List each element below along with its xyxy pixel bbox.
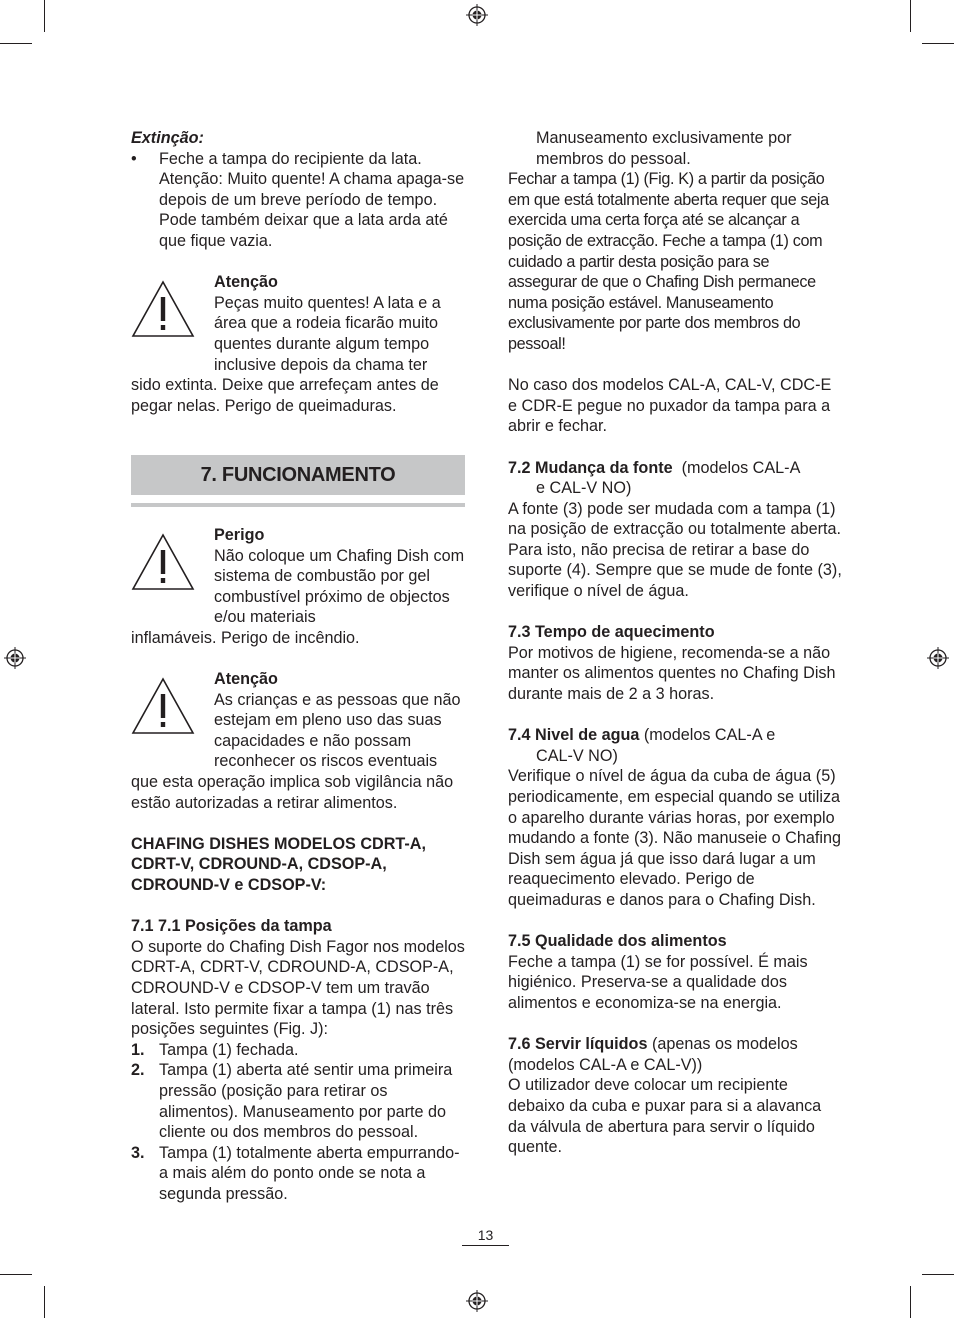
warning-text: Peças muito quentes! A lata e a área que a rodeia ficarão muito quentes durante algum tempo inclusive depois da chama ter [214,293,441,374]
warning-text: As crianças e as pessoas que não estejam em pleno uso das suas capacidades e não possam reconhecer os riscos eventuais [214,690,461,771]
warning-block-2 [131,525,465,649]
crop-mark [922,43,954,44]
list-number: 1. [131,1040,145,1059]
warning-triangle-icon [131,280,195,338]
close-lid-text: Fechar a tampa (1) (Fig. K) a partir da posição em que está totalmente aberta requer que seja exercida uma certa força até se alcançar a posição de extracção. Feche a tampa (1) com cuidado a partir desta posição para se assegurar de que o Chafing Dish permanece numa posição estável. Manuseamento exclusivamente por parte dos membros do pessoal! [508,170,829,353]
cal-models-text: No caso dos modelos CAL-A, CAL-V, CDC-E e CDR-E pegue no puxador da tampa para a abrir e fechar. [508,376,832,436]
section-7-4-models-cont: CAL-V NO) [536,746,618,765]
section-7-3-text: Por motivos de higiene, recomenda-se a não manter os alimentos quentes no Chafing Dish durante mais de 2 a 3 horas. [508,643,836,704]
section-7-6-title: 7.6 Servir líquidos [508,1035,648,1054]
section-7-2-models-cont: e CAL-V NO) [536,479,632,498]
crop-mark [44,0,45,32]
section-7-2-text: A fonte (3) pode ser mudada com a tampa (1) na posição de extracção ou totalmente aberta. Para isto, não precisa de retirar a base do suporte (4). Sempre que se mude de fonte (3), verifique o nível de água. [508,499,842,601]
warning-block-1 [131,272,465,416]
list-text: Tampa (1) aberta até sentir uma primeira pressão (posição para retirar os alimentos). Manuseamento por parte do cliente ou dos membros do pessoal. [159,1061,453,1142]
section-7-5-text: Feche a tampa (1) se for possível. É mais higiénico. Preserva-se a qualidade dos alimentos e economiza-se na energia. [508,952,808,1012]
crop-mark [910,0,911,32]
list-item [131,1143,465,1205]
warning-triangle-icon [131,533,195,591]
section-divider [131,503,465,507]
list-number: 3. [131,1143,145,1162]
list-item [131,1060,465,1142]
warning-triangle-icon [131,677,195,735]
section-7-1-title: 7.1 7.1 Posições da tampa [131,917,332,936]
warning-title: Perigo [214,525,265,544]
section-7-3-title: 7.3 Tempo de aquecimento [508,623,715,642]
left-column [131,128,465,1205]
section-7-6-models: (apenas os modelos (modelos CAL-A e CAL-V)) [508,1035,798,1074]
section-7-4-title: 7.4 Nivel de agua [508,726,640,745]
list-item [131,1040,465,1061]
registration-mark-icon [4,647,26,669]
section-title-bar [131,455,465,495]
warning-title: Atenção [214,273,278,292]
registration-mark-icon [466,4,488,26]
warning-text: Não coloque um Chafing Dish com sistema de combustão por gel combustível próximo de objectos e/ou materiais [214,546,465,627]
list-text: Tampa (1) fechada. [159,1040,299,1059]
section-7-5-title: 7.5 Qualidade dos alimentos [508,932,727,951]
section-title: 7. FUNCIONAMENTO [200,463,396,486]
section-7-4-text: Verifique o nível de água da cuba de água (5) periodicamente, em especial quando se utiliza o aparelho durante várias horas, por exemplo mudando a fonte (3). Não manuseie o Chafing Dish sem água já que isso dará lugar a um reaquecimento elevado. Perigo de queimaduras e danos para o Chafing Dish. [508,767,841,909]
crop-mark [910,1286,911,1318]
right-column [508,128,842,1158]
section-7-2-title: 7.2 Mudança da fonte [508,458,673,477]
section-7-1-text: O suporte do Chafing Dish Fagor nos modelos CDRT-A, CDRT-V, CDROUND-A, CDSOP-A, CDROUND-V e CDSOP-V tem um travão lateral. Isto permite fixar a tampa (1) nas três posições seguintes (Fig. J): [131,937,465,1039]
models-heading: CHAFING DISHES MODELOS CDRT-A, CDRT-V, CDROUND-A, CDSOP-A, CDROUND-V e CDSOP-V: [131,834,426,894]
crop-mark [0,43,32,44]
registration-mark-icon [466,1290,488,1312]
page-number: 13 [462,1226,509,1246]
warning-block-3 [131,669,465,813]
section-7-4-models: (modelos CAL-A e [643,726,776,745]
bullet-mark: • [131,149,137,168]
section-7-6-text: O utilizador deve colocar um recipiente debaixo da cuba e puxar para si a alavanca da válvula de abertura para servir o líquido quente. [508,1076,822,1157]
bullet-text: Feche a tampa do recipiente da lata. Atenção: Muito quente! A chama apaga-se depois de um breve período de tempo. Pode também deixar que a lata arda até que fique vazia. [159,149,465,250]
continued-text: Manuseamento exclusivamente por membros do pessoal. [536,129,792,168]
warning-text-cont: inflamáveis. Perigo de incêndio. [131,628,360,647]
warning-title: Atenção [214,670,278,689]
warning-text-cont: sido extinta. Deixe que arrefeçam antes de pegar nelas. Perigo de queimaduras. [131,376,439,415]
warning-text-cont: que esta operação implica sob vigilância não estão autorizadas a retirar alimentos. [131,773,454,812]
section-7-2-models: (modelos CAL-A [681,458,801,477]
crop-mark [44,1286,45,1318]
extincao-bullet [131,149,465,252]
list-number: 2. [131,1061,145,1080]
extincao-heading: Extinção: [131,129,204,147]
crop-mark [0,1274,32,1275]
list-text: Tampa (1) totalmente aberta empurrando-a mais além do ponto onde se nota a segunda pressão. [159,1143,460,1203]
registration-mark-icon [927,647,949,669]
crop-mark [922,1274,954,1275]
